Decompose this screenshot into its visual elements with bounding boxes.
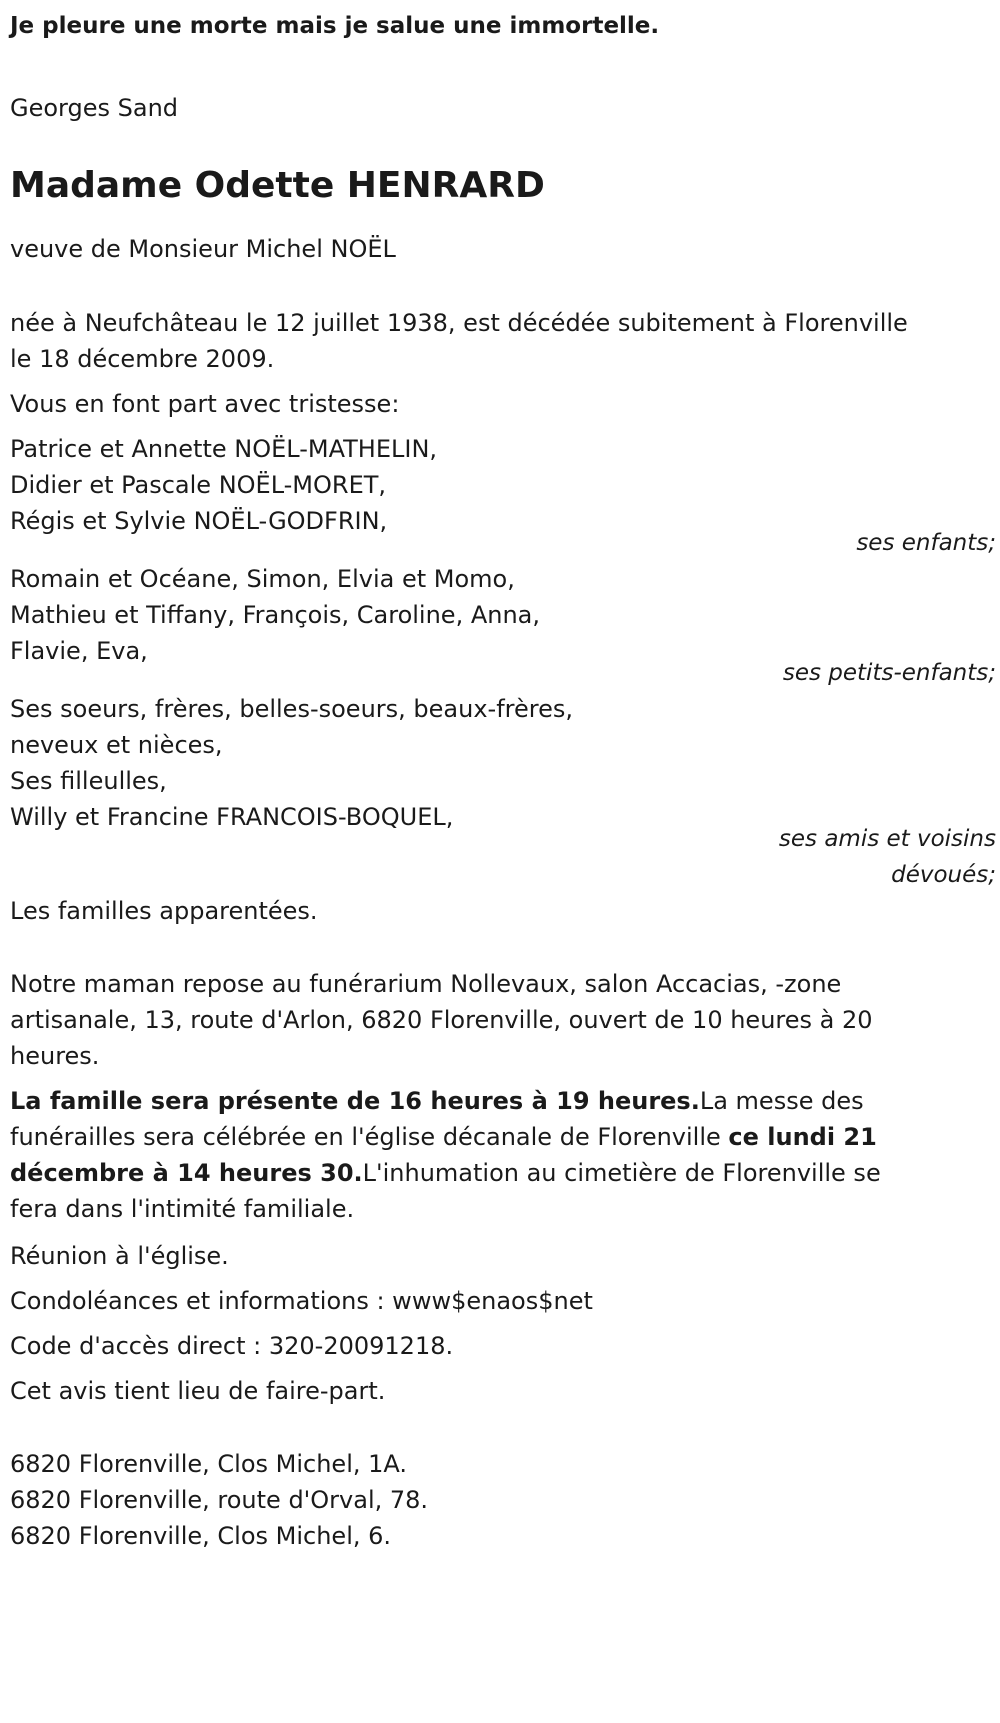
others-role: ses amis et voisins	[778, 826, 996, 852]
grandchildren-line: Mathieu et Tiffany, François, Caroline, Anna,	[10, 601, 541, 629]
children-role: ses enfants;	[856, 530, 996, 556]
funeral-line	[10, 1081, 864, 1121]
announcement-intro: Vous en font part avec tristesse:	[10, 390, 400, 418]
funeral-text: funérailles sera célébrée en l'église décanale de Florenville	[10, 1123, 729, 1151]
burial-text: L'inhumation au cimetière de Florenville se	[362, 1159, 881, 1187]
children-line: Didier et Pascale NOËL-MORET,	[10, 471, 387, 499]
funeral-line: fera dans l'intimité familiale.	[10, 1195, 355, 1223]
others-line: Willy et Francine FRANCOIS-BOQUEL,	[10, 803, 454, 831]
funeral-line	[10, 1117, 877, 1157]
deceased-name: Madame Odette HENRARD	[10, 165, 545, 206]
children-line: Régis et Sylvie NOËL-GODFRIN,	[10, 507, 388, 535]
meeting-note: Réunion à l'église.	[10, 1242, 229, 1270]
others-line: neveux et nièces,	[10, 731, 223, 759]
epigraph-author: Georges Sand	[10, 94, 179, 122]
children-line: Patrice et Annette NOËL-MATHELIN,	[10, 435, 438, 463]
birth-death-line-2: le 18 décembre 2009.	[10, 345, 275, 373]
address-line: 6820 Florenville, Clos Michel, 1A.	[10, 1450, 408, 1478]
family-presence: La famille sera présente de 16 heures à 19 heures.	[10, 1087, 700, 1115]
funeral-line	[10, 1153, 881, 1193]
grandchildren-line: Flavie, Eva,	[10, 637, 148, 665]
funeral-date: ce lundi 21	[728, 1123, 877, 1151]
widow-of: veuve de Monsieur Michel NOËL	[10, 235, 396, 263]
grandchildren-role: ses petits-enfants;	[782, 660, 996, 686]
notice-note: Cet avis tient lieu de faire-part.	[10, 1377, 386, 1405]
others-line: Ses filleulles,	[10, 767, 167, 795]
birth-death-line-1: née à Neufchâteau le 12 juillet 1938, est décédée subitement à Florenville	[10, 309, 908, 337]
funeral-time: décembre à 14 heures 30.	[10, 1159, 363, 1187]
funeral-text: La messe des	[699, 1087, 864, 1115]
rest-place-line: Notre maman repose au funérarium Nollevaux, salon Accacias, -zone	[10, 970, 842, 998]
related-families: Les familles apparentées.	[10, 897, 318, 925]
epigraph-quote: Je pleure une morte mais je salue une immortelle.	[10, 13, 660, 39]
address-line: 6820 Florenville, Clos Michel, 6.	[10, 1522, 392, 1550]
grandchildren-line: Romain et Océane, Simon, Elvia et Momo,	[10, 565, 515, 593]
condolences-info: Condoléances et informations : www$enaos$net	[10, 1287, 593, 1315]
rest-place-line: artisanale, 13, route d'Arlon, 6820 Florenville, ouvert de 10 heures à 20	[10, 1006, 873, 1034]
access-code: Code d'accès direct : 320-20091218.	[10, 1332, 454, 1360]
address-line: 6820 Florenville, route d'Orval, 78.	[10, 1486, 429, 1514]
others-line: Ses soeurs, frères, belles-soeurs, beaux-frères,	[10, 695, 573, 723]
others-role: dévoués;	[891, 862, 996, 888]
rest-place-line: heures.	[10, 1042, 100, 1070]
